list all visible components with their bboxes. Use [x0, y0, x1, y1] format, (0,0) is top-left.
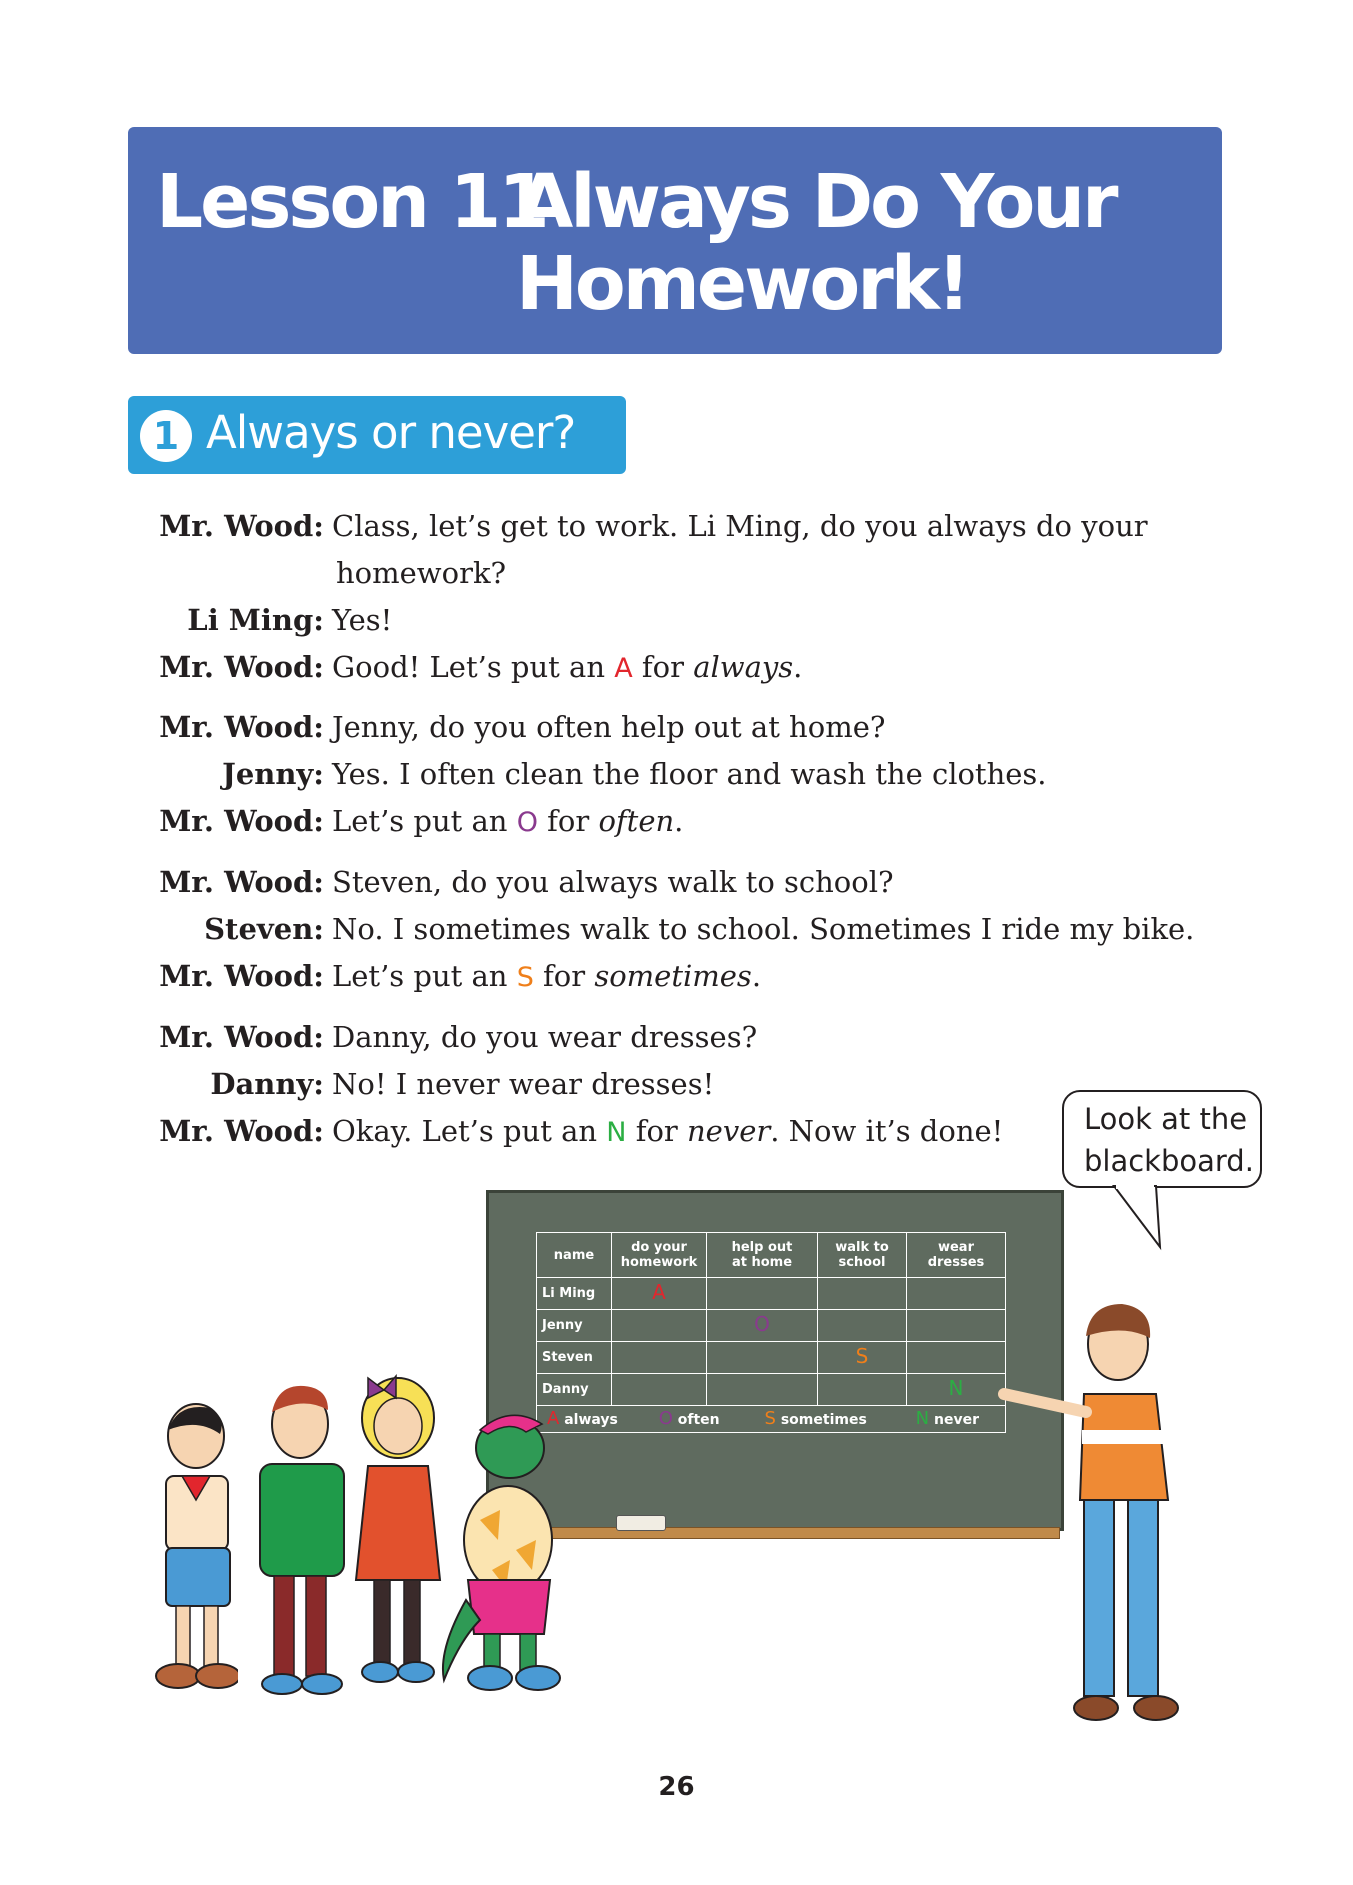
utterance-text: for	[533, 959, 595, 993]
table-row	[537, 1374, 1006, 1406]
cell-mark: O	[754, 1311, 770, 1336]
utterance	[332, 1111, 1003, 1153]
chart-cell	[707, 1310, 818, 1342]
legend-key: O	[658, 1407, 673, 1429]
utterance-text: for	[537, 804, 599, 838]
speaker: Mr. Wood:	[159, 650, 324, 684]
row-name: Li Ming	[537, 1278, 612, 1310]
chart-header-row	[537, 1233, 1006, 1278]
speaker: Mr. Wood:	[159, 865, 324, 899]
mark-never: N	[606, 1117, 627, 1148]
mr-wood-illustration	[990, 1300, 1230, 1730]
speaker: Steven:	[204, 912, 324, 946]
utterance-text: for	[626, 1114, 687, 1148]
col-header-help-out	[707, 1233, 818, 1278]
section-title: Always or never?	[206, 406, 576, 459]
keyword: often	[598, 804, 675, 838]
utterance-continuation: homework?	[336, 556, 507, 590]
header-text: do your	[631, 1240, 687, 1255]
girl-yellow-hair-illustration	[348, 1368, 448, 1688]
legend-label: sometimes	[780, 1411, 867, 1428]
legend-key: A	[547, 1407, 560, 1429]
utterance-text: Okay. Let’s put an	[332, 1114, 607, 1148]
utterance-text: Let’s put an	[332, 959, 517, 993]
utterance: Yes!	[332, 603, 393, 637]
col-header-name	[537, 1233, 612, 1278]
speaker: Mr. Wood:	[159, 710, 324, 744]
speaker: Mr. Wood:	[159, 1114, 324, 1148]
chart-cell	[707, 1374, 818, 1406]
header-text: dresses	[927, 1255, 985, 1270]
utterance-text: Let’s put an	[332, 804, 517, 838]
danny-dinosaur-illustration	[440, 1400, 580, 1700]
utterance	[332, 647, 802, 689]
speaker: Mr. Wood:	[159, 509, 324, 543]
page-number: 26	[658, 1772, 695, 1802]
boy-green-shirt-illustration	[248, 1380, 348, 1700]
col-header-dresses	[907, 1233, 1006, 1278]
speaker: Jenny:	[222, 757, 324, 791]
utterance-text: for	[632, 650, 694, 684]
header-text: homework	[620, 1255, 698, 1270]
mark-always: A	[614, 653, 633, 684]
speech-bubble-tail	[1110, 1185, 1170, 1255]
speech-bubble	[1062, 1090, 1262, 1188]
utterance-text: .	[793, 650, 803, 684]
row-name: Jenny	[537, 1310, 612, 1342]
keyword: always	[693, 650, 794, 684]
legend-label: often	[677, 1411, 720, 1428]
keyword: sometimes	[594, 959, 752, 993]
header-text: walk to	[835, 1240, 889, 1255]
utterance: Yes. I often clean the floor and wash the clothes.	[332, 757, 1047, 791]
speaker: Mr. Wood:	[159, 1020, 324, 1054]
bubble-line-2: blackboard.	[1084, 1144, 1254, 1178]
lesson-number: Lesson 11	[156, 159, 547, 245]
section-number: 1	[140, 410, 192, 462]
keyword: never	[687, 1114, 771, 1148]
cell-mark: N	[948, 1375, 964, 1400]
header-text: wear	[937, 1240, 974, 1255]
chart-legend	[537, 1406, 1006, 1433]
utterance	[332, 801, 683, 843]
eraser-icon	[616, 1515, 666, 1531]
mark-often: O	[516, 807, 538, 838]
chart-cell	[818, 1310, 907, 1342]
table-row	[537, 1342, 1006, 1374]
legend-label: always	[564, 1411, 618, 1428]
utterance: Jenny, do you often help out at home?	[332, 710, 886, 744]
legend-label: never	[934, 1411, 980, 1428]
legend-row	[537, 1406, 1006, 1433]
row-name: Danny	[537, 1374, 612, 1406]
chart-cell	[707, 1278, 818, 1310]
chart-cell	[612, 1342, 707, 1374]
chart-cell	[818, 1374, 907, 1406]
li-ming-illustration	[138, 1400, 238, 1700]
header-text: help out	[731, 1240, 793, 1255]
table-row	[537, 1310, 1006, 1342]
speaker: Mr. Wood:	[159, 804, 324, 838]
lesson-title: Always Do Your Homework!	[516, 159, 1116, 327]
mark-sometimes: S	[516, 962, 534, 993]
chart-cell	[612, 1310, 707, 1342]
legend-key: S	[764, 1407, 776, 1429]
row-name: Steven	[537, 1342, 612, 1374]
col-header-walk	[818, 1233, 907, 1278]
chart-cell	[818, 1342, 907, 1374]
speaker: Danny:	[210, 1067, 324, 1101]
section-heading	[128, 396, 626, 474]
speaker: Li Ming:	[187, 603, 324, 637]
utterance: Danny, do you wear dresses?	[332, 1020, 758, 1054]
utterance-text: .	[751, 959, 762, 993]
blackboard-chart	[536, 1232, 1006, 1433]
legend-key: N	[915, 1407, 930, 1429]
header-text: name	[553, 1247, 595, 1263]
header-text: at home	[731, 1255, 793, 1270]
cell-mark: S	[855, 1343, 869, 1368]
cell-mark: A	[652, 1279, 666, 1304]
chart-cell	[612, 1374, 707, 1406]
bubble-line-1: Look at the	[1084, 1102, 1248, 1136]
utterance-text: .	[674, 804, 684, 838]
utterance	[332, 956, 761, 998]
chart-cell	[818, 1278, 907, 1310]
utterance: No! I never wear dresses!	[332, 1067, 715, 1101]
utterance-text: Good! Let’s put an	[332, 650, 615, 684]
lesson-banner	[128, 127, 1222, 354]
header-text: school	[838, 1255, 886, 1270]
chart-cell	[612, 1278, 707, 1310]
utterance: Class, let’s get to work. Li Ming, do you always do your	[332, 509, 1148, 543]
speaker: Mr. Wood:	[159, 959, 324, 993]
col-header-homework	[612, 1233, 707, 1278]
utterance: No. I sometimes walk to school. Sometimes I ride my bike.	[332, 912, 1195, 946]
utterance-text: . Now it’s done!	[770, 1114, 1004, 1148]
table-row	[537, 1278, 1006, 1310]
utterance: Steven, do you always walk to school?	[332, 865, 894, 899]
chart-cell	[707, 1342, 818, 1374]
